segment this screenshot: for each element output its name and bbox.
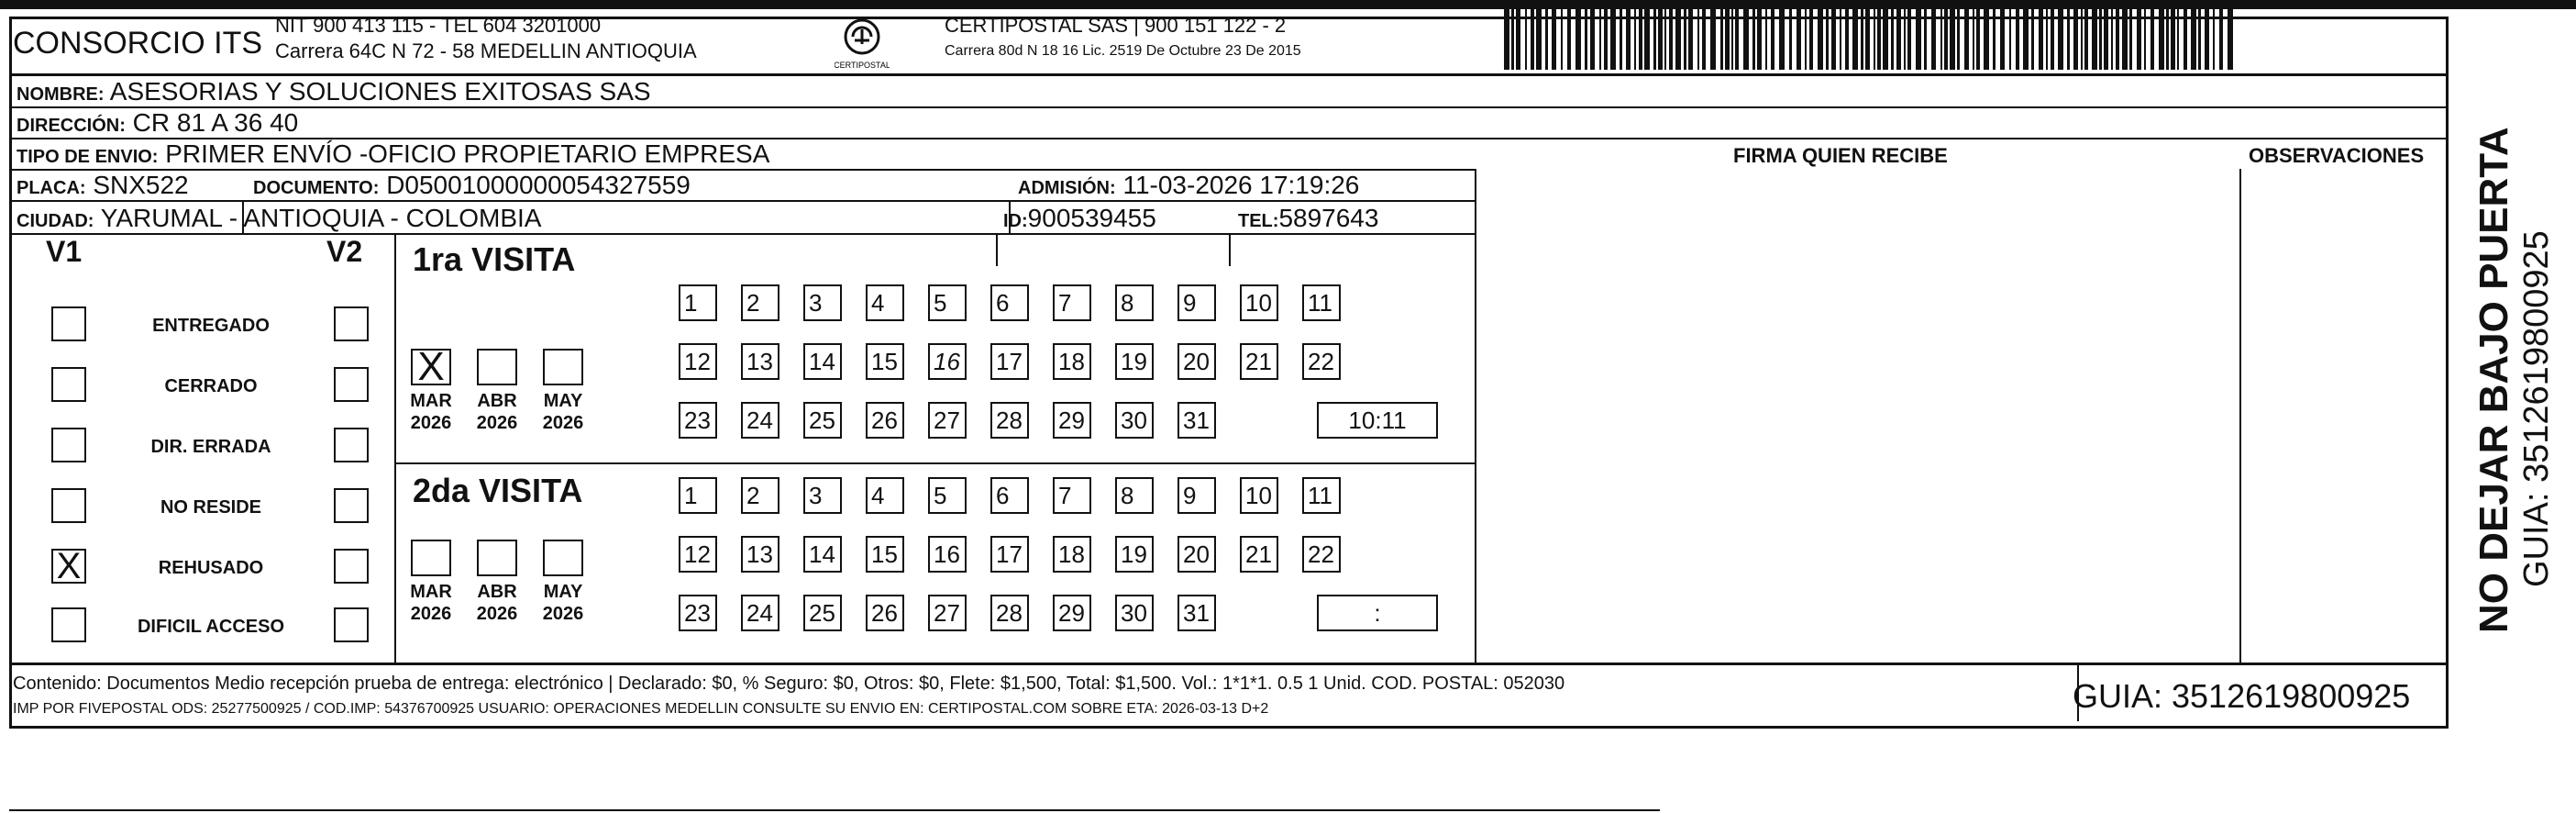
v2-checkbox[interactable] bbox=[334, 367, 369, 402]
v2-checkbox[interactable] bbox=[334, 488, 369, 523]
visit1-title: 1ra VISITA bbox=[413, 240, 576, 278]
status-label: DIFICIL ACCESO bbox=[137, 617, 284, 637]
visit1-day-box[interactable]: 15 bbox=[866, 343, 904, 380]
id-field bbox=[1003, 204, 1156, 233]
documento-value: D05001000000054327559 bbox=[386, 171, 691, 199]
v1-checkbox[interactable]: X bbox=[51, 549, 86, 584]
visit1-day-box[interactable]: 13 bbox=[741, 343, 779, 380]
visit1-day-box[interactable]: 2 bbox=[741, 284, 779, 321]
visit1-day-box[interactable]: 1 bbox=[679, 284, 717, 321]
documento-label: DOCUMENTO: bbox=[253, 178, 380, 198]
visit2-day-box[interactable]: 19 bbox=[1115, 536, 1154, 573]
v2-checkbox[interactable] bbox=[334, 306, 369, 341]
visit1-day-box[interactable]: 3 bbox=[803, 284, 842, 321]
nombre-value: ASESORIAS Y SOLUCIONES EXITOSAS SAS bbox=[109, 77, 651, 106]
visit1-month-checkbox[interactable] bbox=[543, 349, 583, 385]
nombre-label: NOMBRE: bbox=[17, 84, 105, 105]
visit1-day-box[interactable]: 10 bbox=[1240, 284, 1278, 321]
documento-field bbox=[253, 171, 691, 200]
status-label: REHUSADO bbox=[158, 558, 264, 578]
visit2-day-box[interactable]: 27 bbox=[928, 595, 967, 631]
visit1-day-box[interactable]: 24 bbox=[741, 402, 779, 439]
admision-field bbox=[1018, 171, 1359, 200]
visit1-day-box[interactable]: 9 bbox=[1177, 284, 1216, 321]
visit1-year-label: 2026 bbox=[410, 413, 452, 433]
ciudad-value: YARUMAL - ANTIOQUIA - COLOMBIA bbox=[100, 204, 542, 232]
tipo-value: PRIMER ENVÍO -OFICIO PROPIETARIO EMPRESA bbox=[165, 139, 770, 168]
v1-checkbox[interactable] bbox=[51, 306, 86, 341]
visit1-day-box[interactable]: 7 bbox=[1053, 284, 1091, 321]
placa-label: PLACA: bbox=[17, 178, 86, 198]
visit2-day-box[interactable]: 1 bbox=[679, 477, 717, 514]
guide-form bbox=[9, 17, 2449, 729]
visit2-month-checkbox[interactable] bbox=[411, 540, 451, 576]
v1-checkbox[interactable] bbox=[51, 428, 86, 462]
nombre-row bbox=[17, 77, 651, 106]
visit2-month-checkbox[interactable] bbox=[477, 540, 517, 576]
visit2-day-box[interactable]: 4 bbox=[866, 477, 904, 514]
visit2-day-box[interactable]: 3 bbox=[803, 477, 842, 514]
contents-line: Contenido: Documentos Medio recepción prueba de entrega: electrónico | Declarado: $0, % Seguro: $0, Otros: $0, Flete: $1,500, Total: $1,500. Vol.: 1*1*1. 0.5 1 Unid. COD. POSTAL: 052030 bbox=[13, 674, 1565, 694]
visit1-day-box[interactable]: 27 bbox=[928, 402, 967, 439]
ciudad-label: CIUDAD: bbox=[17, 211, 94, 231]
visit1-year-label: 2026 bbox=[476, 413, 518, 433]
visit1-day-box[interactable]: 16 bbox=[928, 343, 967, 380]
tipo-row bbox=[17, 139, 769, 169]
tipo-label: TIPO DE ENVIO: bbox=[17, 147, 159, 167]
visit1-day-box[interactable]: 25 bbox=[803, 402, 842, 439]
v1-header: V1 bbox=[46, 235, 83, 268]
nit-line: NIT 900 413 115 - TEL 604 3201000 bbox=[275, 14, 602, 37]
visit1-day-box[interactable]: 6 bbox=[990, 284, 1029, 321]
v1-checkbox[interactable] bbox=[51, 607, 86, 642]
visit2-day-box[interactable]: 8 bbox=[1115, 477, 1154, 514]
visit2-day-box[interactable]: 22 bbox=[1302, 536, 1341, 573]
footer-guia: GUIA: 3512619800925 bbox=[2073, 677, 2411, 715]
visit2-day-box[interactable]: 23 bbox=[679, 595, 717, 631]
v1-checkbox[interactable] bbox=[51, 488, 86, 523]
id-label: ID: bbox=[1003, 211, 1028, 231]
logo-text: CERTIPOSTAL bbox=[835, 61, 890, 70]
certi-line2: Carrera 80d N 18 16 Lic. 2519 De Octubre 23 De 2015 bbox=[945, 43, 1301, 59]
visit1-day-box[interactable]: 26 bbox=[866, 402, 904, 439]
admision-label: ADMISIÓN: bbox=[1018, 178, 1116, 198]
status-label: CERRADO bbox=[164, 376, 258, 396]
visit1-day-box[interactable]: 22 bbox=[1302, 343, 1341, 380]
visit1-day-box[interactable]: 5 bbox=[928, 284, 967, 321]
placa-field bbox=[17, 171, 189, 200]
placa-value: SNX522 bbox=[93, 171, 189, 199]
visit1-month-label: MAY bbox=[543, 391, 583, 411]
visit2-day-box[interactable]: 15 bbox=[866, 536, 904, 573]
tel-label: TEL: bbox=[1238, 211, 1279, 231]
visit1-time-field[interactable]: 10:11 bbox=[1317, 402, 1438, 439]
side-warning: NO DEJAR BAJO PUERTA bbox=[2471, 127, 2516, 633]
certi-line1: CERTIPOSTAL SAS | 900 151 122 - 2 bbox=[945, 14, 1287, 37]
visit2-day-box[interactable]: 28 bbox=[990, 595, 1029, 631]
visit2-title: 2da VISITA bbox=[413, 472, 583, 509]
v2-checkbox[interactable] bbox=[334, 549, 369, 584]
visit1-day-box[interactable]: 18 bbox=[1053, 343, 1091, 380]
visit2-day-box[interactable]: 2 bbox=[741, 477, 779, 514]
direccion-row bbox=[17, 108, 298, 138]
visit2-month-label: MAY bbox=[543, 582, 583, 602]
direccion-label: DIRECCIÓN: bbox=[17, 116, 126, 136]
visit1-day-box[interactable]: 21 bbox=[1240, 343, 1278, 380]
visit2-day-box[interactable]: 25 bbox=[803, 595, 842, 631]
visit2-day-box[interactable]: 10 bbox=[1240, 477, 1278, 514]
tel-field bbox=[1238, 204, 1378, 233]
v2-checkbox[interactable] bbox=[334, 428, 369, 462]
v2-checkbox[interactable] bbox=[334, 607, 369, 642]
visit2-month-label: ABR bbox=[477, 582, 517, 602]
direccion-value: CR 81 A 36 40 bbox=[132, 108, 299, 137]
status-label: NO RESIDE bbox=[160, 497, 262, 518]
visit2-year-label: 2026 bbox=[542, 604, 584, 624]
visit1-year-label: 2026 bbox=[542, 413, 584, 433]
visit1-day-box[interactable]: 20 bbox=[1177, 343, 1216, 380]
visit2-year-label: 2026 bbox=[476, 604, 518, 624]
visit1-day-box[interactable]: 11 bbox=[1302, 284, 1341, 321]
visit2-day-box[interactable]: 13 bbox=[741, 536, 779, 573]
status-label: ENTREGADO bbox=[152, 316, 270, 336]
visit2-day-box[interactable]: 9 bbox=[1177, 477, 1216, 514]
visit1-day-box[interactable]: 31 bbox=[1177, 402, 1216, 439]
visit1-day-box[interactable]: 30 bbox=[1115, 402, 1154, 439]
visit1-month-checkbox[interactable] bbox=[477, 349, 517, 385]
visit2-day-box[interactable]: 30 bbox=[1115, 595, 1154, 631]
visit2-day-box[interactable]: 29 bbox=[1053, 595, 1091, 631]
visit1-day-box[interactable]: 17 bbox=[990, 343, 1029, 380]
visit1-day-box[interactable]: 4 bbox=[866, 284, 904, 321]
bottom-rule bbox=[9, 809, 1660, 811]
visit2-day-box[interactable]: 7 bbox=[1053, 477, 1091, 514]
company-name: CONSORCIO ITS bbox=[13, 26, 263, 61]
visit2-day-box[interactable]: 17 bbox=[990, 536, 1029, 573]
ciudad-field bbox=[17, 204, 541, 233]
firma-header: FIRMA QUIEN RECIBE bbox=[1733, 144, 1948, 167]
visit2-day-box[interactable]: 12 bbox=[679, 536, 717, 573]
visit2-day-box[interactable]: 31 bbox=[1177, 595, 1216, 631]
visit1-day-box[interactable]: 19 bbox=[1115, 343, 1154, 380]
visit1-month-checkbox[interactable]: X bbox=[411, 349, 451, 385]
visit1-day-box[interactable]: 14 bbox=[803, 343, 842, 380]
visit2-day-box[interactable]: 14 bbox=[803, 536, 842, 573]
visit2-day-box[interactable]: 11 bbox=[1302, 477, 1341, 514]
tel-value: 5897643 bbox=[1278, 204, 1379, 232]
visit2-day-box[interactable]: 21 bbox=[1240, 536, 1278, 573]
visit1-day-box[interactable]: 8 bbox=[1115, 284, 1154, 321]
id-value: 900539455 bbox=[1027, 204, 1156, 232]
visit2-day-box[interactable]: 16 bbox=[928, 536, 967, 573]
visit2-month-label: MAR bbox=[410, 582, 452, 602]
v2-header: V2 bbox=[326, 235, 363, 268]
visit1-month-label: MAR bbox=[410, 391, 452, 411]
visit1-day-box[interactable]: 28 bbox=[990, 402, 1029, 439]
v1-checkbox[interactable] bbox=[51, 367, 86, 402]
visit1-month-label: ABR bbox=[477, 391, 517, 411]
status-label: DIR. ERRADA bbox=[150, 437, 271, 457]
observaciones-header: OBSERVACIONES bbox=[2249, 144, 2425, 167]
visit1-day-box[interactable]: 12 bbox=[679, 343, 717, 380]
side-guia: GUIA: 3512619800925 bbox=[2517, 230, 2556, 587]
visit2-day-box[interactable]: 18 bbox=[1053, 536, 1091, 573]
visit2-year-label: 2026 bbox=[410, 604, 452, 624]
visit2-day-box[interactable]: 26 bbox=[866, 595, 904, 631]
visit2-day-box[interactable]: 24 bbox=[741, 595, 779, 631]
company-address: Carrera 64C N 72 - 58 MEDELLIN ANTIOQUIA bbox=[275, 39, 697, 62]
admision-value: 11-03-2026 17:19:26 bbox=[1122, 171, 1360, 199]
visit1-day-box[interactable]: 23 bbox=[679, 402, 717, 439]
visit2-day-box[interactable]: 5 bbox=[928, 477, 967, 514]
visit2-time-field[interactable]: : bbox=[1317, 595, 1438, 631]
print-info-line: IMP POR FIVEPOSTAL ODS: 25277500925 / COD.IMP: 54376700925 USUARIO: OPERACIONES MEDELLIN CONSULTE SU ENVIO EN: CERTIPOSTAL.COM SOBRE ETA: 2026-03-13 D+2 bbox=[13, 701, 1269, 717]
visit2-month-checkbox[interactable] bbox=[543, 540, 583, 576]
visit2-day-box[interactable]: 6 bbox=[990, 477, 1029, 514]
visit1-day-box[interactable]: 29 bbox=[1053, 402, 1091, 439]
visit2-day-box[interactable]: 20 bbox=[1177, 536, 1216, 573]
